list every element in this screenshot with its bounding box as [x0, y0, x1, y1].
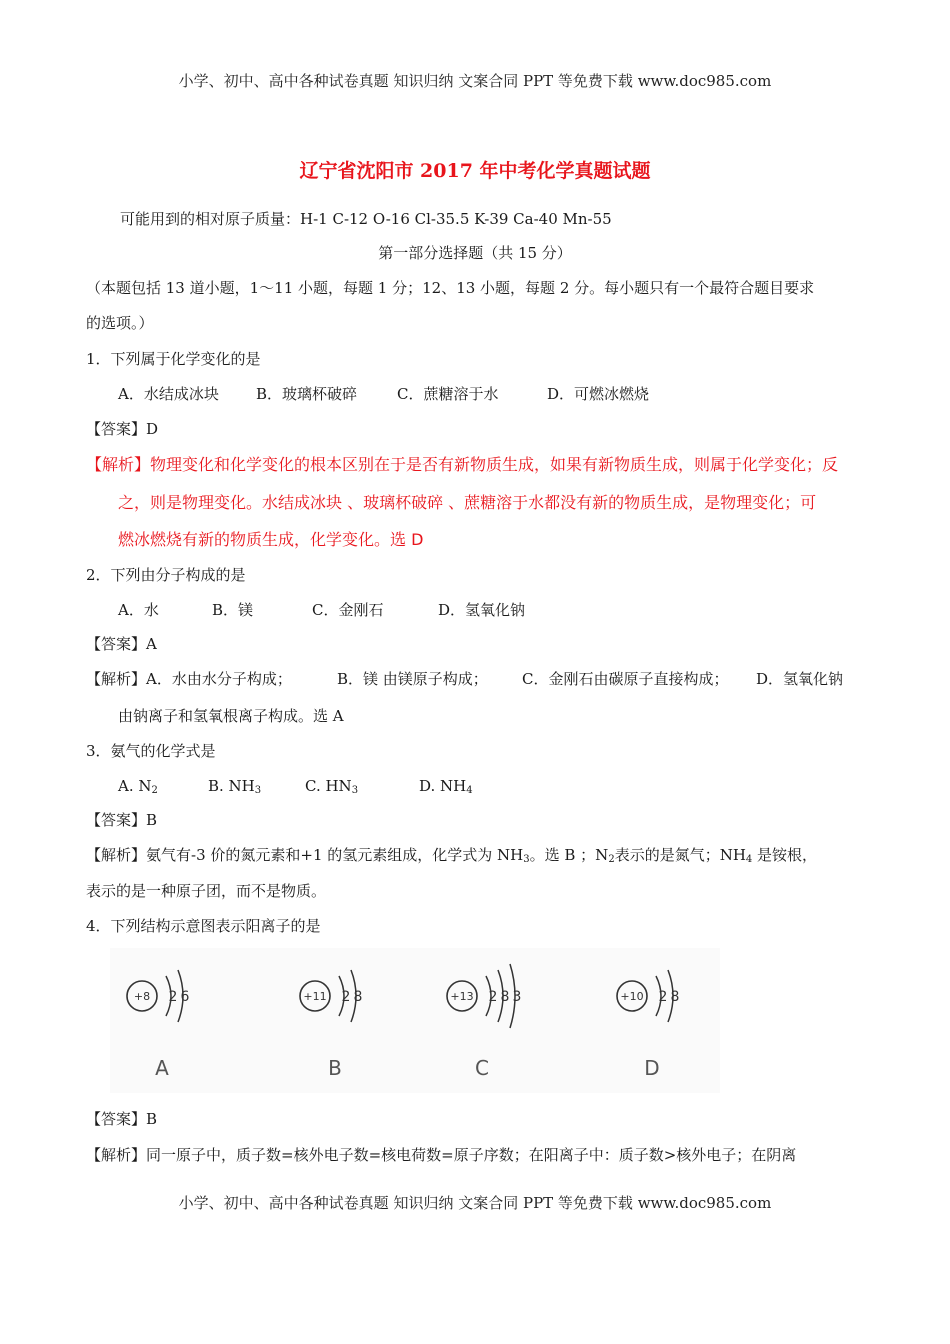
- q2-option-d: D．氢氧化钠: [438, 601, 526, 619]
- q3-option-c-text: C. HN: [305, 777, 352, 795]
- q3-option-a-subscript: 2: [151, 785, 158, 796]
- q3-expl-a: 【解析】氨气有-3 价的氮元素和+1 的氢元素组成，化学式为 NH: [86, 846, 524, 864]
- q3-expl-b-sub: 2: [608, 854, 615, 865]
- q2-answer: 【答案】A: [86, 635, 157, 653]
- q3-expl-c-sub: 4: [745, 854, 753, 865]
- atom-c-shell-count: 2: [488, 989, 498, 1005]
- q3-expl-a-sub: 3: [523, 854, 530, 865]
- atom-d-label: D: [644, 1056, 660, 1080]
- q1-explanation-line3: 燃冰燃烧有新的物质生成，化学变化。选 D: [118, 530, 424, 549]
- section-intro-line2: 的选项。）: [86, 314, 154, 332]
- q1-answer: 【答案】D: [86, 420, 159, 438]
- q3-option-a: [118, 776, 158, 801]
- atom-c-nucleus-label: +13: [450, 990, 474, 1003]
- atom-b-label: B: [328, 1056, 342, 1080]
- q3-option-a-text: A. N: [118, 777, 152, 795]
- q2-option-a: A．水: [118, 601, 159, 619]
- q3-expl-b: 。选 B ；N: [529, 846, 609, 864]
- q2-explanation-part1: 【解析】A．水由水分子构成；: [86, 670, 292, 688]
- q3-option-c-subscript: 3: [351, 785, 359, 796]
- q3-explanation-line1: [86, 845, 817, 870]
- q3-explanation-line2: 表示的是一种原子团，而不是物质。: [86, 882, 327, 900]
- q2-option-c: C．金刚石: [312, 601, 384, 619]
- atom-b-shell-count: 2: [341, 989, 351, 1005]
- q2-explanation-part3: C．金刚石由碳原子直接构成；: [522, 670, 729, 688]
- atom-a-nucleus-label: +8: [133, 990, 151, 1003]
- atom-a-label: A: [155, 1056, 169, 1080]
- atom-d-nucleus-label: +10: [620, 990, 644, 1003]
- q1-option-c: C．蔗糖溶于水: [397, 385, 499, 403]
- q2-option-b: B．镁: [212, 601, 254, 619]
- q4-diagram-figure: [110, 948, 720, 1093]
- q4-explanation-line1: 【解析】同一原子中，质子数=核外电子数=核电荷数=原子序数；在阳离子中：质子数>核外电子；在阴离: [86, 1146, 797, 1164]
- atom-c-shell-count: 8: [500, 989, 510, 1005]
- q1-option-b: B．玻璃杯破碎: [256, 385, 358, 403]
- atom-a-shell-count: 2: [168, 989, 178, 1005]
- q4-answer: 【答案】B: [86, 1110, 158, 1128]
- q2-explanation-part4: D．氢氧化钠: [756, 670, 844, 688]
- q1-stem: 1．下列属于化学变化的是: [86, 350, 261, 368]
- section-title: 第一部分选择题（共 15 分）: [378, 244, 572, 262]
- q3-expl-d: 是铵根，: [752, 846, 818, 864]
- q3-option-d-text: D. NH: [419, 777, 467, 795]
- atomic-masses: 可能用到的相对原子质量：H-1 C-12 O-16 Cl-35.5 K-39 Ca-40 Mn-55: [120, 210, 612, 228]
- atom-b-nucleus-label: +11: [303, 990, 327, 1003]
- q1-explanation-line2: 之，则是物理变化。水结成冰块 、玻璃杯破碎 、蔗糖溶于水都没有新的物质生成，是物理变化；可: [118, 493, 817, 512]
- q3-option-b-text: B. NH: [208, 777, 255, 795]
- q4-stem: 4．下列结构示意图表示阳离子的是: [86, 917, 321, 935]
- atom-c-label: C: [475, 1056, 489, 1080]
- q3-option-b: [208, 776, 261, 801]
- q2-explanation-part2: B．镁 由镁原子构成；: [337, 670, 488, 688]
- page-header: 小学、初中、高中各种试卷真题 知识归纳 文案合同 PPT 等免费下载 www.doc985.com: [178, 72, 772, 90]
- q1-explanation-line1: 【解析】物理变化和化学变化的根本区别在于是否有新物质生成，如果有新物质生成，则属于化学变化；反: [86, 455, 839, 474]
- q3-option-d: [419, 776, 473, 801]
- q3-option-d-subscript: 4: [466, 785, 473, 796]
- q1-option-d: D．可燃冰燃烧: [547, 385, 650, 403]
- q2-stem: 2．下列由分子构成的是: [86, 566, 246, 584]
- q3-answer: 【答案】B: [86, 811, 158, 829]
- page-footer: 小学、初中、高中各种试卷真题 知识归纳 文案合同 PPT 等免费下载 www.doc985.com: [178, 1194, 772, 1212]
- atom-d-shell-count: 2: [658, 989, 668, 1005]
- q3-expl-c: 表示的是氮气；NH: [614, 846, 746, 864]
- atom-a-shell-count: 6: [180, 989, 190, 1005]
- q4-figure-bg: [110, 948, 720, 1093]
- atom-b-shell-count: 8: [353, 989, 363, 1005]
- page-title: 辽宁省沈阳市 2017 年中考化学真题试题: [299, 160, 651, 182]
- q3-option-c: [305, 776, 358, 801]
- q3-option-b-subscript: 3: [254, 785, 262, 796]
- section-intro-line1: （本题包括 13 道小题，1～11 小题，每题 1 分；12、13 小题，每题 2 分。每小题只有一个最符合题目要求: [86, 279, 815, 297]
- atom-d-shell-count: 8: [670, 989, 680, 1005]
- atom-c-shell-count: 3: [512, 989, 522, 1005]
- q1-option-a: A．水结成冰块: [118, 385, 219, 403]
- q2-explanation-line2: 由钠离子和氢氧根离子构成。选 A: [118, 707, 344, 725]
- q3-stem: 3．氨气的化学式是: [86, 742, 216, 760]
